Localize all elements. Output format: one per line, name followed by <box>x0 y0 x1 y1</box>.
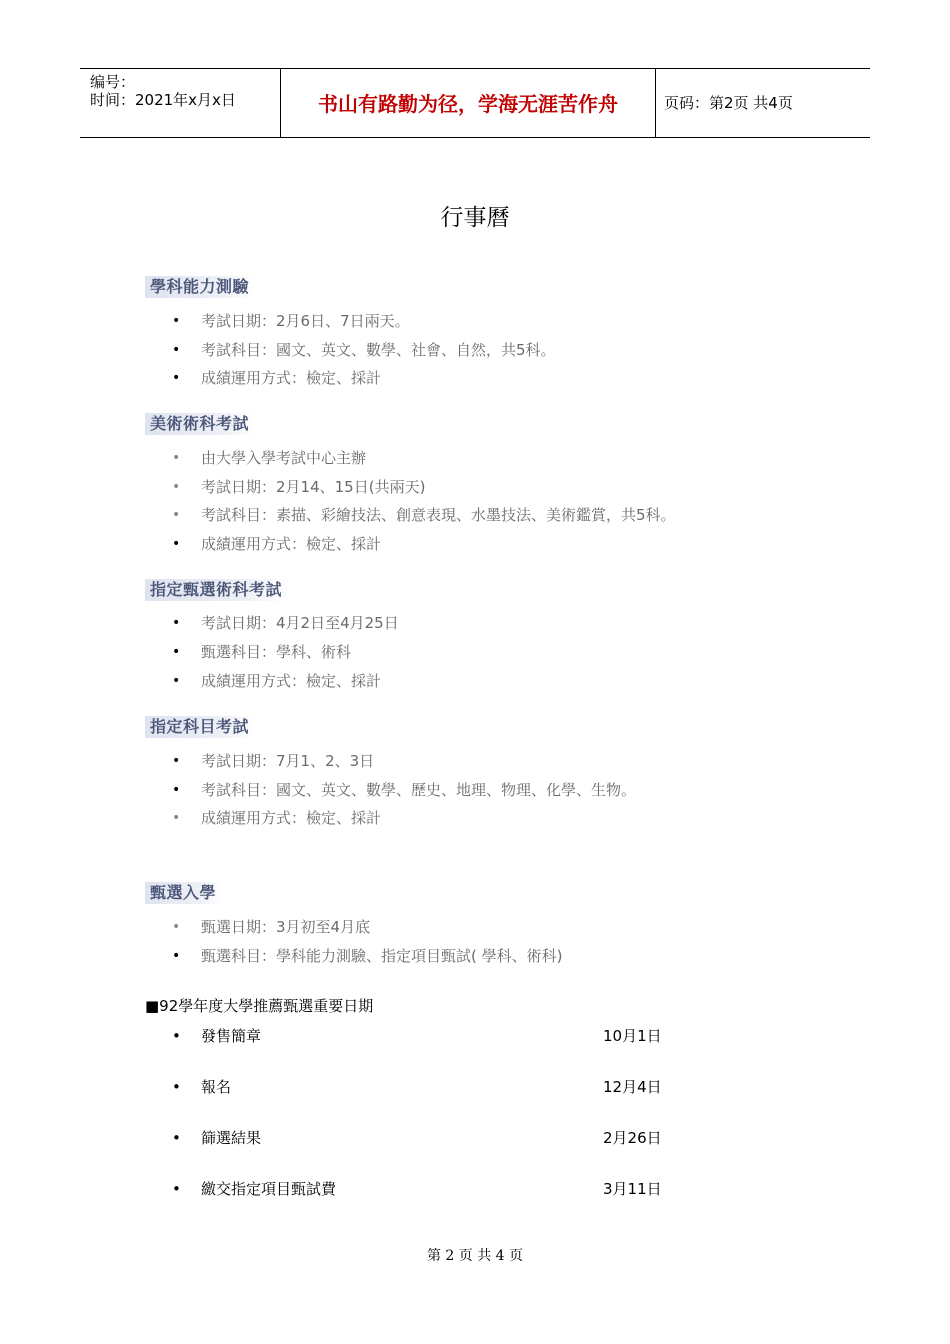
important-dates-title: ■92學年度大學推薦甄選重要日期 <box>145 997 374 1015</box>
date-row-label: 繳交指定項目甄試費 <box>201 1180 337 1198</box>
header-motto: 书山有路勤为径，学海无涯苦作舟 <box>318 92 618 116</box>
header-page-info: 页码：第2页 共4页 <box>664 94 793 112</box>
header-page-cell <box>655 69 870 137</box>
date-row-label: 報名 <box>201 1078 232 1096</box>
date-row-label: 篩選結果 <box>201 1129 262 1147</box>
section-heading: 美術術科考試 <box>145 413 255 435</box>
bullet-icon: • <box>172 1129 181 1147</box>
bullet-icon: • <box>172 370 181 386</box>
bullet-icon: • <box>172 1027 181 1045</box>
bullet-icon: • <box>172 479 181 495</box>
bullet-icon: • <box>172 1078 181 1096</box>
bullet-icon: • <box>172 536 181 552</box>
bullet-icon: • <box>172 782 181 798</box>
bullet-icon: • <box>172 673 181 689</box>
page-title: 行事曆 <box>440 205 510 231</box>
section-heading: 指定科目考試 <box>145 716 255 738</box>
section-heading: 甄選入學 <box>145 882 222 904</box>
bullet-icon: • <box>172 644 181 660</box>
header-meta-cell <box>80 69 280 137</box>
bullet-icon: • <box>172 313 181 329</box>
header-time-label: 时间：2021年x月x日 <box>90 91 236 109</box>
section-heading: 指定甄選術科考試 <box>145 579 288 601</box>
header-number-label: 编号： <box>90 73 136 91</box>
bullet-icon: • <box>172 507 181 523</box>
bullet-icon: • <box>172 342 181 358</box>
date-row-label: 發售簡章 <box>201 1027 262 1045</box>
bullet-icon: • <box>172 810 181 826</box>
bullet-icon: • <box>172 919 181 935</box>
section-heading: 學科能力測驗 <box>145 276 255 298</box>
bullet-icon: • <box>172 1180 181 1198</box>
document-header <box>80 68 870 138</box>
date-row-date: 3月11日 <box>603 1180 662 1198</box>
bullet-icon: • <box>172 450 181 466</box>
page-footer: 第 2 页 共 4 页 <box>426 1248 524 1264</box>
date-row-date: 10月1日 <box>603 1027 662 1045</box>
bullet-icon: • <box>172 948 181 964</box>
date-row-date: 12月4日 <box>603 1078 662 1096</box>
date-row-date: 2月26日 <box>603 1129 662 1147</box>
bullet-icon: • <box>172 615 181 631</box>
bullet-icon: • <box>172 753 181 769</box>
header-motto-cell <box>280 69 656 137</box>
